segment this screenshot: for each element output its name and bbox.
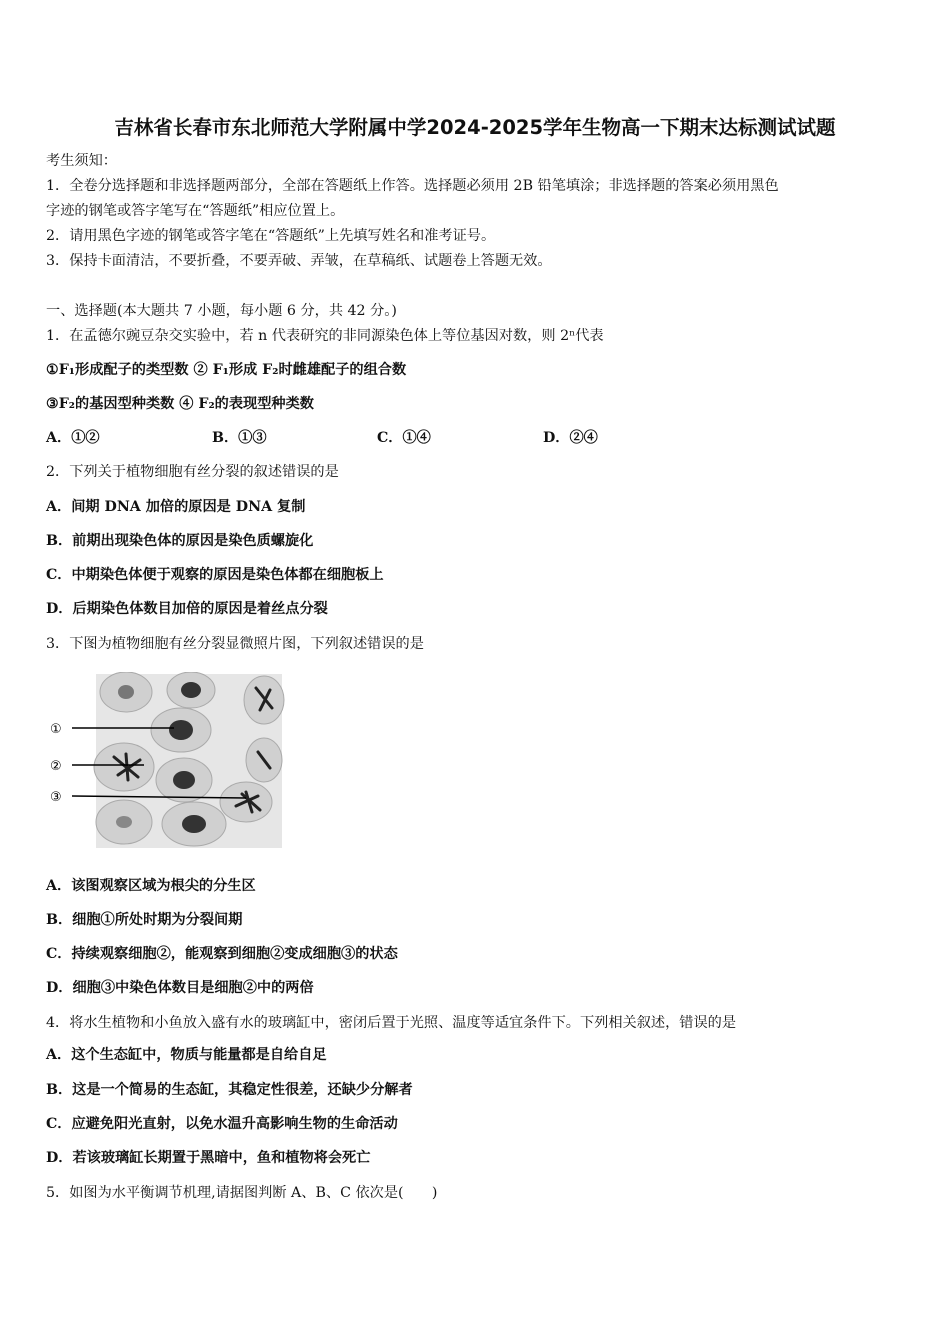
q1-option-a: A．①② — [46, 430, 100, 446]
mitosis-micrograph — [46, 672, 286, 850]
q1-option-c: C．①④ — [377, 430, 431, 446]
q3-option-d: D．细胞③中染色体数目是细胞②中的两倍 — [46, 980, 314, 996]
q4-option-a: A．这个生态缸中，物质与能量都是自给自足 — [46, 1047, 327, 1063]
figure-label-3: ③ — [50, 790, 62, 805]
q4-stem: 4．将水生植物和小鱼放入盛有水的玻璃缸中，密闭后置于光照、温度等适宜条件下。下列相关叙述，错误的是 — [46, 1015, 737, 1031]
q5-stem: 5．如图为水平衡调节机理,请据图判断 A、B、C 依次是( ) — [46, 1185, 438, 1201]
q4-option-c: C．应避免阳光直射，以免水温升高影响生物的生命活动 — [46, 1116, 398, 1132]
q3-option-b: B．细胞①所处时期为分裂间期 — [46, 912, 243, 928]
q3-option-a: A．该图观察区域为根尖的分生区 — [46, 878, 256, 894]
q3-stem: 3．下图为植物细胞有丝分裂显微照片图，下列叙述错误的是 — [46, 636, 424, 652]
notice-heading: 考生须知： — [46, 153, 117, 169]
notice-item-1-cont: 字迹的钢笔或答字笔写在“答题纸”相应位置上。 — [46, 203, 345, 219]
notice-item-3: 3．保持卡面清洁，不要折叠，不要弄破、弄皱，在草稿纸、试题卷上答题无效。 — [46, 253, 552, 269]
page-title: 吉林省长春市东北师范大学附属中学2024-2025学年生物高一下期末达标测试试题 — [114, 116, 836, 139]
q1-option-b: B．①③ — [212, 430, 267, 446]
q2-stem: 2．下列关于植物细胞有丝分裂的叙述错误的是 — [46, 464, 339, 480]
q2-option-d: D．后期染色体数目加倍的原因是着丝点分裂 — [46, 601, 328, 617]
figure-label-1: ① — [50, 722, 62, 737]
q4-option-d: D．若该玻璃缸长期置于黑暗中，鱼和植物将会死亡 — [46, 1150, 371, 1166]
q4-option-b: B．这是一个简易的生态缸，其稳定性很差，还缺少分解者 — [46, 1082, 413, 1098]
q1-option-d: D．②④ — [543, 430, 598, 446]
q2-option-a: A．间期 DNA 加倍的原因是 DNA 复制 — [46, 499, 306, 515]
q2-option-c: C．中期染色体便于观察的原因是染色体都在细胞板上 — [46, 567, 384, 583]
notice-item-1: 1．全卷分选择题和非选择题两部分，全部在答题纸上作答。选择题必须用 2B 铅笔填涂；非选择题的答案必须用黑色 — [46, 178, 779, 194]
q1-line-3: ③F₂的基因型种类数 ④ F₂的表现型种类数 — [46, 396, 314, 412]
q1-line-2: ①F₁形成配子的类型数 ② F₁形成 F₂时雌雄配子的组合数 — [46, 362, 407, 378]
q3-option-c: C．持续观察细胞②，能观察到细胞②变成细胞③的状态 — [46, 946, 398, 962]
figure-label-2: ② — [50, 759, 62, 774]
q1-stem: 1．在孟德尔豌豆杂交实验中，若 n 代表研究的非同源染色体上等位基因对数，则 2ⁿ代表 — [46, 328, 604, 344]
q2-option-b: B．前期出现染色体的原因是染色质螺旋化 — [46, 533, 314, 549]
section-heading: 一、选择题(本大题共 7 小题，每小题 6 分，共 42 分。) — [46, 303, 397, 319]
notice-item-2: 2．请用黑色字迹的钢笔或答字笔在“答题纸”上先填写姓名和准考证号。 — [46, 228, 496, 244]
